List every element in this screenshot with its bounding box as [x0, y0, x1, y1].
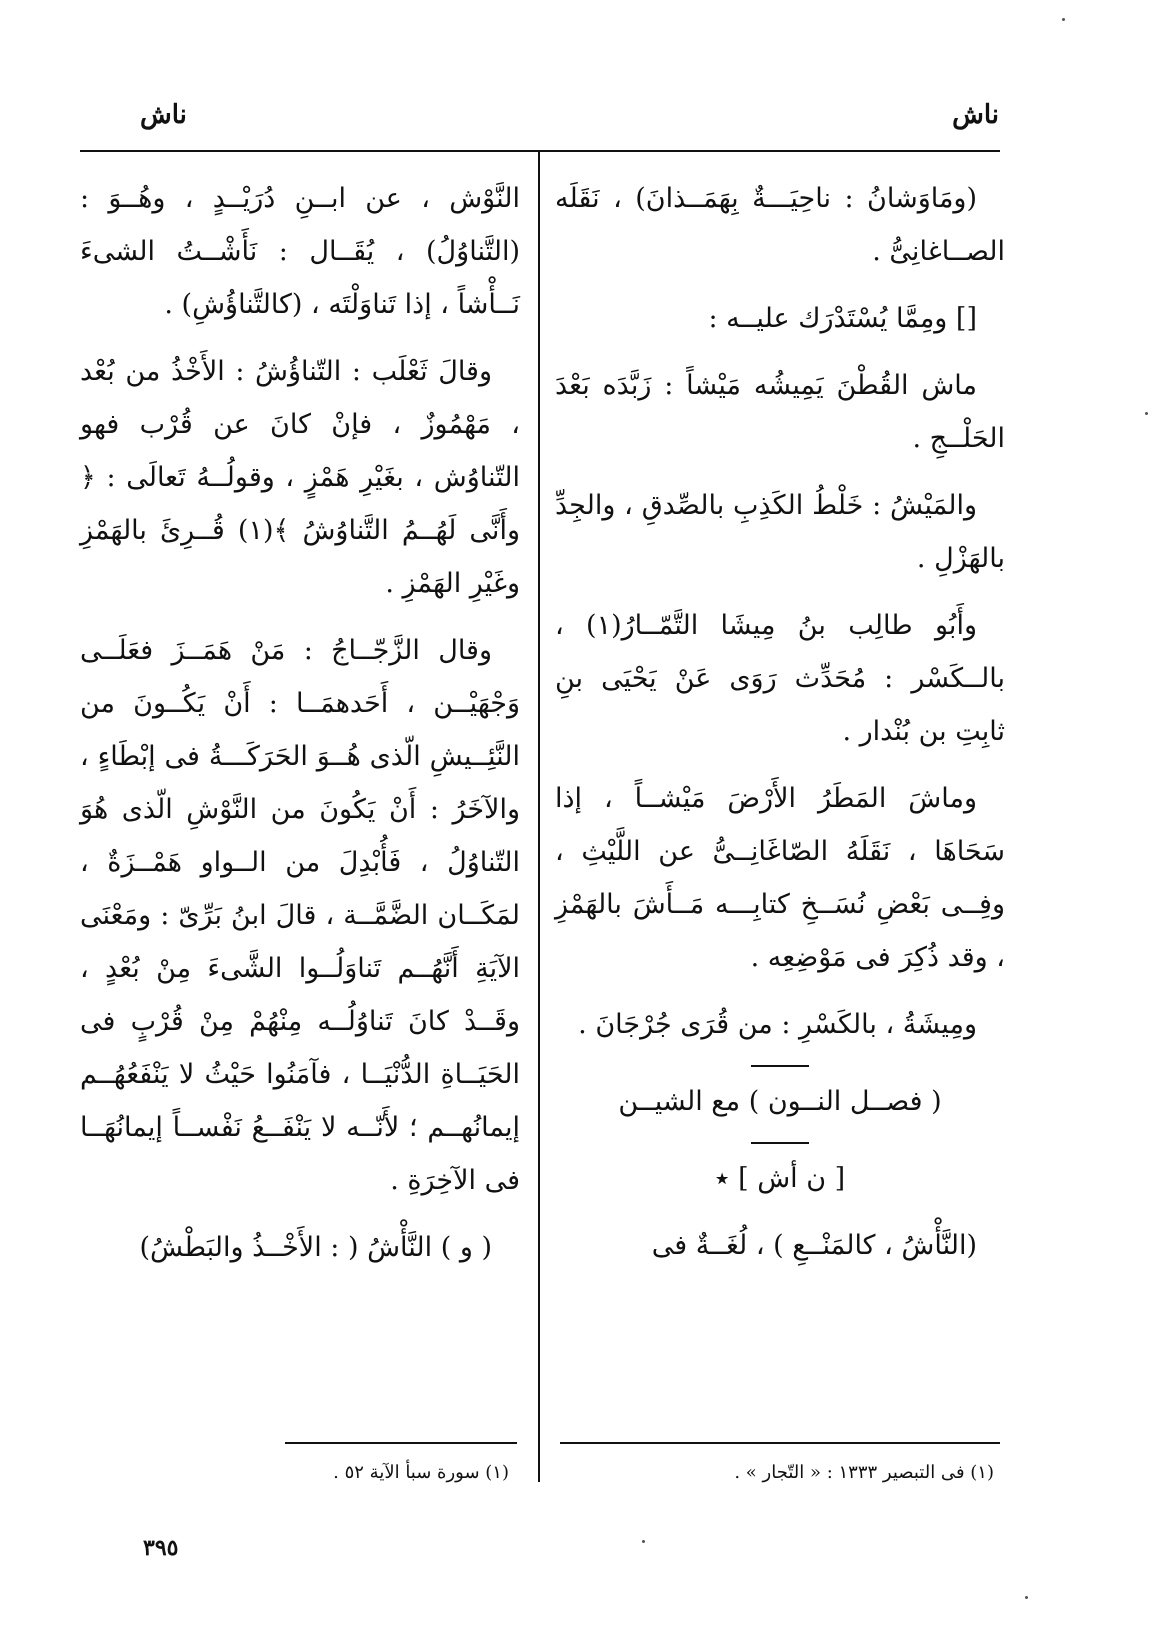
right-column: [555, 172, 1005, 1286]
right-closing-line: (النَّأْشُ ، كالمَنْــعِ ) ، لُغَــةٌ فى: [651, 1230, 977, 1261]
right-paragraph-6: وماشَ المَطَرُ الأَرْضَ مَيْشــاً ، إذا سَحَاهَا ، نَقَلَهُ الصّاغَانِــىُّ عن اللَّيْثِ ، وفِــى بَعْضِ نُسَــخِ كتابِـــه مَــأَشَ بالهَمْزِ ، وقد ذُكِرَ فى مَوْضِعِه .: [555, 783, 1005, 973]
column-divider: [538, 152, 540, 1482]
left-paragraph-3: وقال الزَّجّــاجُ : مَنْ هَمَــزَ فعَلَــى وَجْهَيْــن ، أَحَدهمَــا : أَنْ يَكُــونَ من النَّئِــيشِ الّذى هُــوَ الحَرَكَـــةُ فى إبْطَاءٍ ، والآخَرُ : أَنْ يَكُونَ من النَّوْشِ الّذى هُوَ التّناوُلُ ، فَأُبْدِلَ من الــواو هَمْــزَةٌ ، لمَكَــان الضَّمَّــة ، قالَ ابنُ بَرِّىّ : ومَعْنَى الآيَةِ أَنَّهُــم تَناوَلُــوا الشَّىءَ مِنْ بُعْدٍ ، وقَــدْ كانَ تَناوُلُــه مِنْهُمْ مِنْ قُرْبٍ فى الحَيَــاةِ الدُّنْيَــا ، فآمَنُوا حَيْثُ لا يَنْفَعُهُــم إيمانُهــم ؛ لأَنّــه لا يَنْفَــعُ نَفْســاً إيمانُهَــا فى الآخِرَةِ .: [80, 635, 520, 1196]
section-rule-bottom: [751, 1142, 809, 1144]
header-rule: [80, 150, 1000, 152]
right-paragraph-4: والمَيْشُ : خَلْطُ الكَذِبِ بالصِّدقِ ، والجِدِّ بالهَزْلِ .: [555, 490, 1005, 574]
scan-speck: [1062, 18, 1065, 21]
section-heading: ( فصــل النــون ) مع الشيــن: [618, 1086, 942, 1117]
page-number: ٣٩٥: [143, 1535, 179, 1561]
scan-speck: [642, 1540, 645, 1543]
footnote-left: (١) سورة سبأ الآية ٥٢ .: [333, 1462, 509, 1483]
left-paragraph-2: وقالَ ثَعْلَب : التّناؤُشُ : الأَخْذُ من بُعْد ، مَهْمُوزٌ ، فإنْ كانَ عن قُرْب فهو التّناوُش ، بغَيْرِ هَمْزٍ ، وقولُــهُ تَعالَى : ﴿ وأَنَّى لَهُــمُ التَّناوُشُ ﴾(١) قُــرِئَ بالهَمْزِ وغَيْرِ الهَمْزِ .: [80, 356, 520, 599]
left-paragraph-1: النَّوْش ، عن ابــنِ دُرَيْــدٍ ، وهُــوَ : (التَّناوُلُ) ، يُقَــال : نَأَشْــتُ الشىءَ نَــأْشاً ، إذا تَناوَلْتَه ، (كالتَّناؤُشِ) .: [80, 183, 520, 320]
footnote-right: (١) فى التبصير ١٣٣٣ : « التّجار » .: [734, 1462, 994, 1483]
scan-speck: [1025, 1596, 1028, 1599]
right-paragraph-2: [] ومِمَّا يُسْتَدْرَك عليــه :: [708, 303, 977, 334]
running-header-right: ناش: [952, 100, 999, 130]
entry-heading: [ ن أش ] ٭: [714, 1163, 846, 1194]
section-rule-top: [751, 1065, 809, 1067]
right-paragraph-7: ومِيشَةُ ، بالكَسْرِ : من قُرَى جُرْجَانَ .: [578, 1009, 977, 1040]
footnote-rule-right: [560, 1442, 1000, 1444]
left-column: [80, 172, 520, 1288]
right-paragraph-5: وأَبُو طالِب بنُ مِيشَا التَّمّــارُ(١) ، بالــكَسْر : مُحَدِّث رَوَى عَنْ يَحْيَى بنِ ثابِتِ بن بُنْدار .: [555, 610, 1005, 747]
right-paragraph-3: ماش القُطْنَ يَمِيشُه مَيْشاً : زَبَّدَه بَعْدَ الحَلْــجِ .: [555, 370, 1005, 454]
scan-speck: [1145, 412, 1148, 415]
left-paragraph-4: ( و ) النَّأْشُ ( : الأَخْــذُ والبَطْشُ): [139, 1232, 492, 1263]
running-header-left: ناش: [140, 100, 187, 130]
footnote-rule-left: [285, 1442, 517, 1444]
right-paragraph-1: (ومَاوَشانُ : ناحِيَـــةٌ بِهَمَــذانَ) ، نَقَلَه الصــاغانِىُّ .: [555, 183, 1005, 267]
